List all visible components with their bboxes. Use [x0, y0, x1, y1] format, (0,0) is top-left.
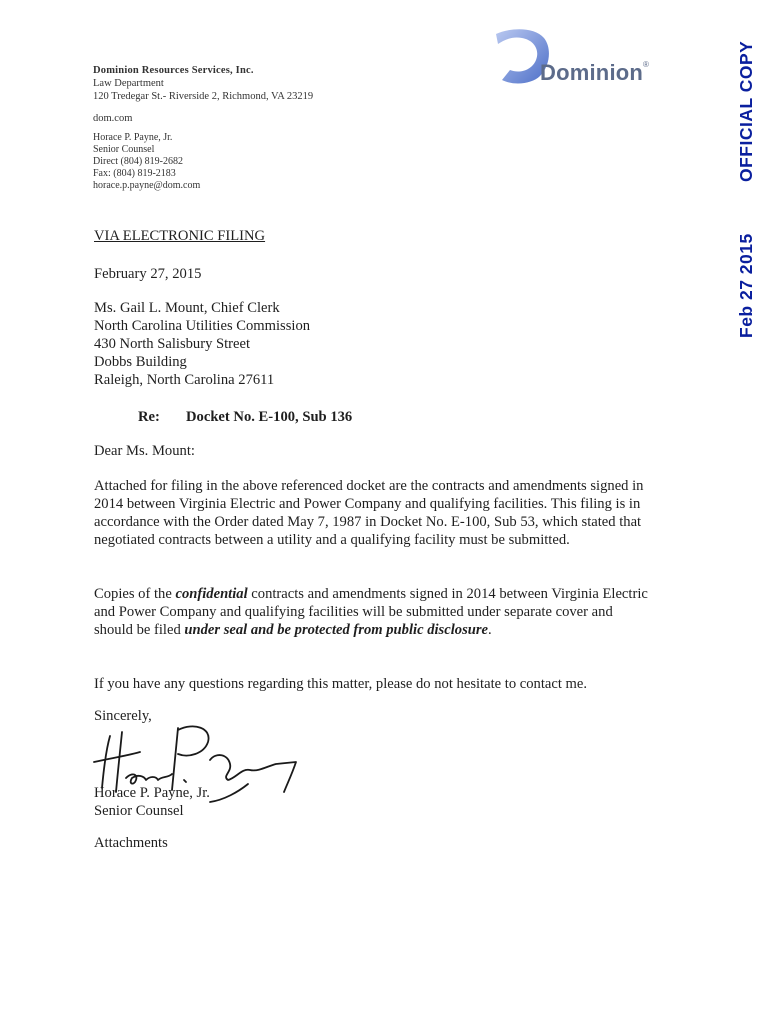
re-subject: Docket No. E-100, Sub 136 [186, 409, 353, 425]
signer-name: Horace P. Payne, Jr. [94, 785, 210, 801]
signer-title: Senior Counsel [94, 803, 184, 819]
re-label: Re: [138, 409, 160, 425]
contact-direct: Direct (804) 819-2682 [93, 156, 183, 167]
contact-email: horace.p.payne@dom.com [93, 180, 201, 191]
letterhead-department: Law Department [93, 78, 164, 89]
filing-method: VIA ELECTRONIC FILING [94, 228, 266, 244]
letterhead [93, 64, 313, 103]
letter-date: February 27, 2015 [94, 266, 202, 282]
recipient-line: North Carolina Utilities Commission [94, 318, 311, 334]
date-stamp: Feb 27 2015 [736, 233, 756, 338]
signature-block [94, 784, 210, 820]
paragraph-1: Attached for filing in the above referenced docket are the contracts and amendments signed in 2014 between Virginia Electric and Power Company and qualifying facilities. This filing is in accordance with the Order dated May 7, 1987 in Docket No. E-100, Sub 53, which stated that negotiated contracts between a utility and a qualifying facility must be submitted. [94, 478, 644, 548]
attachments-note: Attachments [94, 835, 168, 851]
recipient-line: Ms. Gail L. Mount, Chief Clerk [94, 300, 280, 316]
contact-name: Horace P. Payne, Jr. [93, 132, 173, 143]
closing: Sincerely, [94, 708, 152, 724]
salutation: Dear Ms. Mount: [94, 443, 195, 459]
contact-fax: Fax: (804) 819-2183 [93, 168, 176, 179]
letterhead-company: Dominion Resources Services, Inc. [93, 65, 254, 76]
letterhead-website: dom.com [93, 113, 133, 124]
recipient-line: 430 North Salisbury Street [94, 336, 251, 352]
recipient-line: Raleigh, North Carolina 27611 [94, 372, 275, 388]
letterhead-address: 120 Tredegar St.- Riverside 2, Richmond, VA 23219 [93, 91, 314, 102]
contact-block [93, 132, 200, 192]
emphasis-under-seal: under seal and be protected from public disclosure [184, 622, 489, 638]
official-copy-stamp: OFFICIAL COPY [736, 40, 756, 182]
emphasis-confidential: confidential [175, 586, 248, 602]
recipient-address [94, 299, 310, 389]
recipient-line: Dobbs Building [94, 354, 187, 370]
re-line [94, 408, 352, 426]
contact-title: Senior Counsel [93, 144, 155, 155]
logo-wordmark: Dominion® [540, 60, 650, 85]
paragraph-2: Copies of the confidential contracts and amendments signed in 2014 between Virginia Electric and Power Company and qualifying facilities will be submitted under separate cover and should be filed under seal and be protected from public disclosure. [94, 586, 648, 638]
paragraph-3: If you have any questions regarding this matter, please do not hesitate to contact me. [94, 676, 588, 692]
